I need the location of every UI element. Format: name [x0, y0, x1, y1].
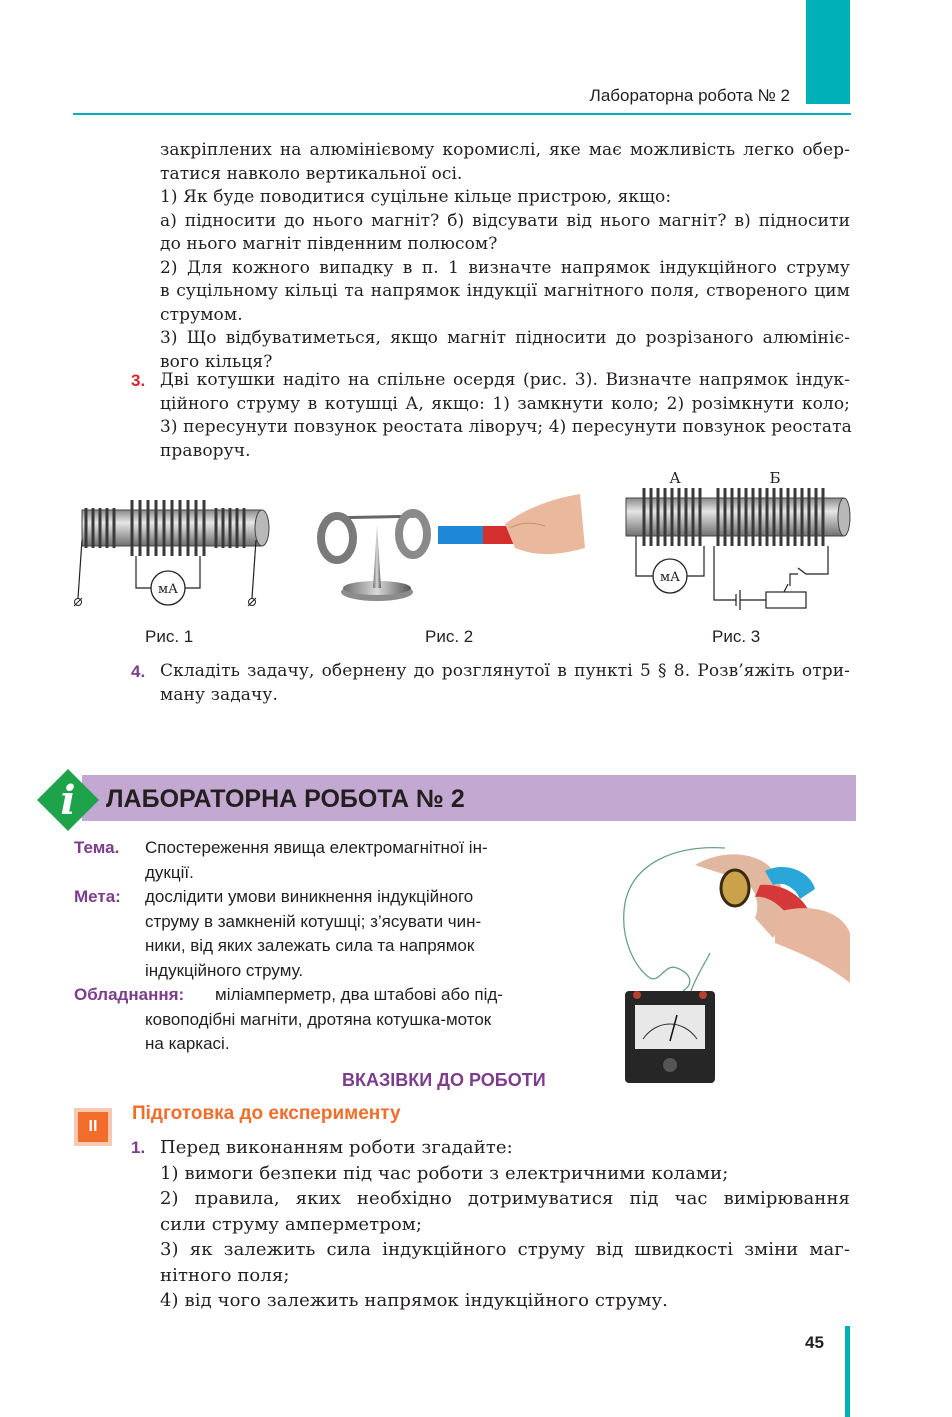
task-3-number: 3.	[131, 371, 146, 390]
footer-accent-bar	[845, 1326, 850, 1417]
text-line: струмом.	[160, 304, 243, 325]
text-line: ційного струму в котушці А, якщо: 1) замкнути коло; 2) розімкнути коло;	[160, 393, 850, 414]
lab-title: ЛАБОРАТОРНА РОБОТА № 2	[106, 785, 465, 813]
text-line: 3) пересунути повзунок реостата ліворуч; 4) пересунути повзунок реостата	[160, 417, 852, 437]
text-line: 1) Як буде поводитися суцільне кільце пристрою, якщо:	[160, 187, 672, 207]
coil-b-label: Б	[769, 469, 781, 487]
figure-3-two-coils-diagram	[618, 466, 858, 616]
figure-3-caption: Рис. 3	[712, 627, 761, 646]
header-rule	[73, 113, 851, 115]
coil-a-label: А	[669, 469, 681, 487]
text-line: 3) Що відбуватиметься, якщо магніт підносити до розрізаного алюмініє-	[160, 328, 850, 348]
tema-text: Спостереження явища електромагнітної ін- дукції.	[145, 838, 488, 882]
text-line: в суцільному кільці та напрямок індукції магнітного поля, створеного цим	[160, 281, 850, 301]
header-accent-tab	[806, 0, 850, 104]
instructions-heading: ВКАЗІВКИ ДО РОБОТИ	[342, 1070, 546, 1090]
text-line: Дві котушки надіто на спільне осердя (рис. 3). Визначте напрямок індук-	[160, 370, 850, 390]
text-line: вого кільця?	[160, 351, 273, 372]
top-text-block	[160, 139, 850, 374]
text-line: татися навколо вертикальної осі.	[160, 163, 463, 184]
task-4-number: 4.	[131, 662, 146, 681]
fig3-meter-label: мА	[660, 570, 680, 585]
figure-2-caption: Рис. 2	[425, 627, 474, 646]
figure-1-caption: Рис. 1	[145, 627, 194, 646]
tema-label: Тема.	[74, 838, 120, 857]
lab-setup-photo	[605, 843, 850, 1088]
text-line: 3) як залежить сила індукційного струму від швидкості зміни маг-	[160, 1239, 850, 1260]
text-line: сили струму амперметром;	[160, 1213, 423, 1235]
text-line: ману задачу.	[160, 684, 278, 705]
equipment-text: міліамперметр, два штабові або під- ковоподібні магніти, дротяна котушка-моток на каркасі.	[145, 985, 503, 1053]
figure-2-rings-apparatus	[305, 488, 590, 613]
task-3-text	[160, 369, 850, 463]
meta-text: дослідити умови виникнення індукційного струму в замкненій котушці; з’ясувати чин- ники, від яких залежать сила та напрямок індукційного струму.	[145, 887, 482, 980]
text-line: нітного поля;	[160, 1264, 290, 1286]
text-line: 2) Для кожного випадку в п. 1 визначте напрямок індукційного струму	[160, 257, 850, 278]
text-line: а) підносити до нього магніт? б) відсувати від нього магніт? в) підносити	[160, 210, 850, 231]
info-icon	[36, 768, 100, 832]
text-line: 4) від чого залежить напрямок індукційного струму.	[160, 1290, 668, 1311]
text-line: праворуч.	[160, 440, 251, 461]
text-line: Складіть задачу, обернену до розглянутої в пункті 5 § 8. Розв’яжіть отри-	[160, 661, 850, 681]
section-title: Підготовка до експерименту	[132, 1103, 401, 1124]
svg-text:i: i	[60, 777, 76, 824]
equipment-label: Обладнання:	[74, 985, 185, 1004]
text-line: закріплених на алюмінієвому коромислі, яке має можливість легко обер-	[160, 140, 850, 160]
task-4-text	[160, 660, 850, 707]
page-number: 45	[805, 1333, 824, 1352]
running-title: Лабораторна робота № 2	[589, 86, 790, 105]
text-line: до нього магніт південним полюсом?	[160, 234, 498, 254]
item-1-number: 1.	[131, 1138, 146, 1157]
text-line: Перед виконанням роботи згадайте:	[160, 1137, 513, 1158]
item-1-text	[160, 1135, 850, 1314]
text-line: 1) вимоги безпеки під час роботи з електричними колами;	[160, 1162, 729, 1184]
section-badge: II	[74, 1108, 112, 1146]
figure-1-coil-diagram	[70, 490, 280, 615]
text-line: 2) правила, яких необхідно дотримуватися під час вимірювання	[160, 1188, 850, 1209]
fig1-meter-label: мА	[158, 582, 178, 597]
meta-label: Мета:	[74, 887, 121, 906]
